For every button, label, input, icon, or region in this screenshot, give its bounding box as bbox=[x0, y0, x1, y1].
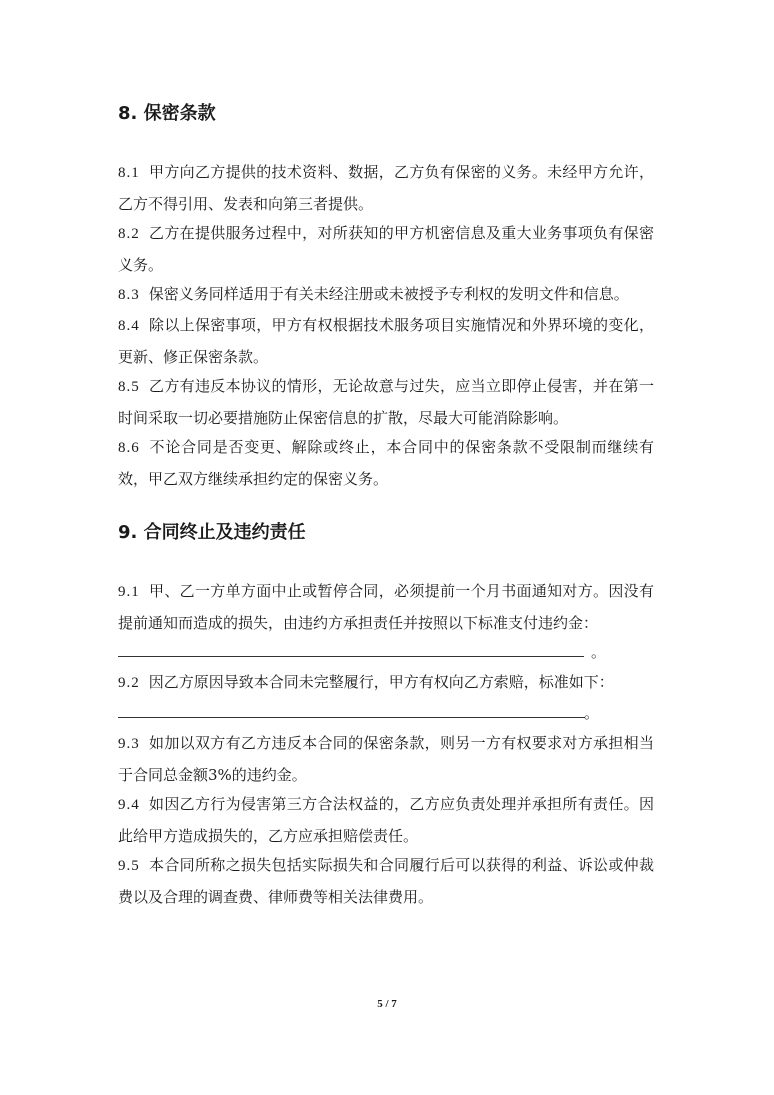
clause-number: 9.3 bbox=[118, 736, 140, 752]
clause-number: 8.6 bbox=[118, 440, 140, 456]
clause-8-1 bbox=[118, 157, 654, 219]
section-9-heading: 9. 合同终止及违约责任 bbox=[118, 522, 306, 543]
blank-terminator: 。 bbox=[584, 704, 600, 722]
clause-text: 如加以双方有乙方违反本合同的保密条款，则另一方有权要求对方承担相当于合同总金额3%的违约金。 bbox=[118, 734, 654, 784]
blank-terminator: 。 bbox=[591, 643, 607, 661]
clause-number: 8.5 bbox=[118, 379, 140, 395]
clause-9-4 bbox=[118, 789, 654, 851]
clause-text: 本合同所称之损失包括实际损失和合同履行后可以获得的利益、诉讼或仲裁费以及合理的调查费、律师费等相关法律费用。 bbox=[118, 856, 654, 906]
clause-text: 乙方有违反本协议的情形，无论故意与过失，应当立即停止侵害，并在第一时间采取一切必要措施防止保密信息的扩散，尽最大可能消除影响。 bbox=[118, 377, 654, 427]
clause-text: 保密义务同样适用于有关未经注册或未被授予专利权的发明文件和信息。 bbox=[148, 285, 629, 303]
clause-text: 甲、乙一方单方面中止或暂停合同，必须提前一个月书面通知对方。因没有提前通知而造成的损失，由违约方承担责任并按照以下标准支付违约金： bbox=[118, 582, 654, 632]
clause-8-4 bbox=[118, 310, 654, 372]
section-8-heading: 8. 保密条款 bbox=[118, 103, 216, 124]
clause-text: 如因乙方行为侵害第三方合法权益的，乙方应负责处理并承担所有责任。因此给甲方造成损失的，乙方应承担赔偿责任。 bbox=[118, 795, 654, 845]
clause-number: 8.2 bbox=[118, 226, 140, 242]
clause-number: 8.1 bbox=[118, 165, 140, 181]
clause-number: 9.2 bbox=[118, 675, 140, 691]
clause-8-6 bbox=[118, 432, 654, 494]
clause-8-5 bbox=[118, 371, 654, 433]
fill-in-blank-9-2[interactable] bbox=[118, 717, 585, 718]
clause-9-5 bbox=[118, 850, 654, 912]
clause-text: 因乙方原因导致本合同未完整履行，甲方有权向乙方索赔，标准如下： bbox=[148, 673, 614, 691]
clause-8-3 bbox=[118, 279, 654, 311]
clause-text: 不论合同是否变更、解除或终止，本合同中的保密条款不受限制而继续有效，甲乙双方继续承担约定的保密义务。 bbox=[118, 438, 654, 488]
clause-number: 9.4 bbox=[118, 797, 140, 813]
clause-text: 甲方向乙方提供的技术资料、数据，乙方负有保密的义务。未经甲方允许，乙方不得引用、发表和向第三者提供。 bbox=[118, 163, 654, 213]
clause-number: 8.4 bbox=[118, 318, 140, 334]
clause-text: 乙方在提供服务过程中，对所获知的甲方机密信息及重大业务事项负有保密义务。 bbox=[118, 224, 654, 274]
clause-number: 8.3 bbox=[118, 287, 140, 303]
clause-number: 9.5 bbox=[118, 858, 140, 874]
clause-9-1 bbox=[118, 576, 654, 638]
clause-8-2 bbox=[118, 218, 654, 280]
clause-text: 除以上保密事项，甲方有权根据技术服务项目实施情况和外界环境的变化，更新、修正保密条款。 bbox=[118, 316, 654, 366]
page-number: 5 / 7 bbox=[377, 998, 397, 1010]
clause-9-2 bbox=[118, 667, 654, 699]
clause-number: 9.1 bbox=[118, 584, 140, 600]
clause-9-3 bbox=[118, 728, 654, 790]
fill-in-blank-9-1[interactable] bbox=[118, 656, 584, 657]
